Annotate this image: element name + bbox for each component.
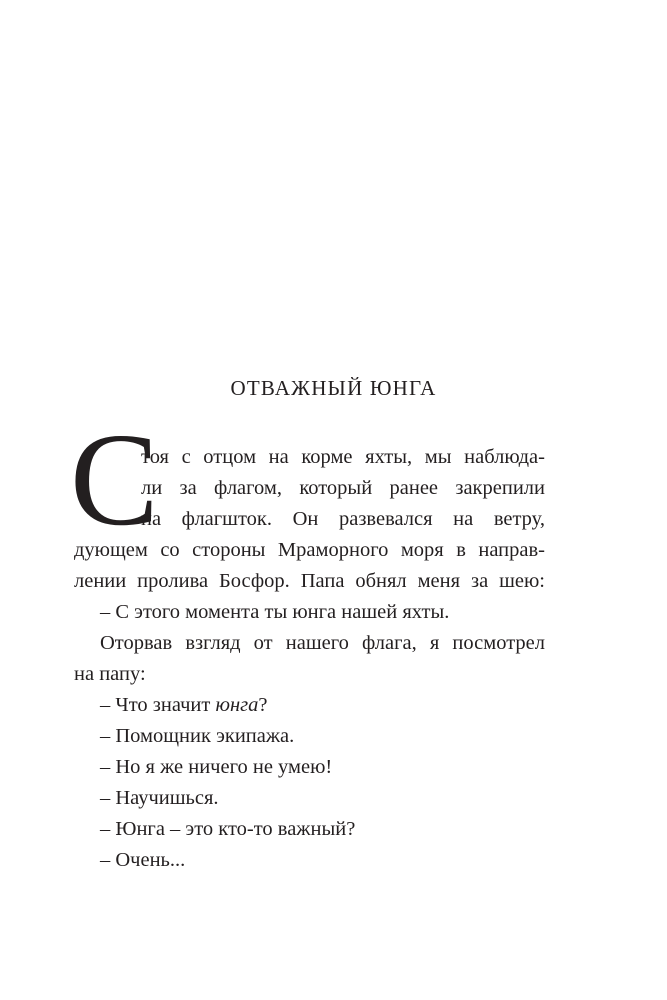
text-line: на флагшток. Он развевался на ветру, <box>141 508 545 530</box>
text-line: тоя с отцом на корме яхты, мы наблюда- <box>141 446 545 468</box>
text-line: на папу: <box>74 663 146 685</box>
text-line: ли за флагом, который ранее закрепили <box>141 477 545 499</box>
text-line: Оторвав взгляд от нашего флага, я посмотрел <box>100 632 545 654</box>
dialogue-line: – Но я же ничего не умею! <box>100 756 333 778</box>
dialogue-line: – Научишься. <box>100 787 219 809</box>
dialogue-line: – С этого момента ты юнга нашей яхты. <box>100 601 450 623</box>
drop-cap-letter: С <box>70 405 159 553</box>
text-line: лении пролива Босфор. Папа обнял меня за шею: <box>74 570 545 592</box>
chapter-title: ОТВАЖНЫЙ ЮНГА <box>230 376 437 400</box>
dialogue-line: – Юнга – это кто-то важный? <box>100 818 356 840</box>
dialogue-line <box>100 691 267 719</box>
dialogue-line: – Очень... <box>100 849 186 871</box>
dialogue-line: – Помощник экипажа. <box>100 725 295 747</box>
dialogue-text: ? <box>258 694 268 716</box>
text-line: дующем со стороны Мраморного моря в направ- <box>74 539 545 561</box>
italic-word: юнга <box>215 694 259 716</box>
dialogue-text: – Что значит <box>100 694 216 716</box>
